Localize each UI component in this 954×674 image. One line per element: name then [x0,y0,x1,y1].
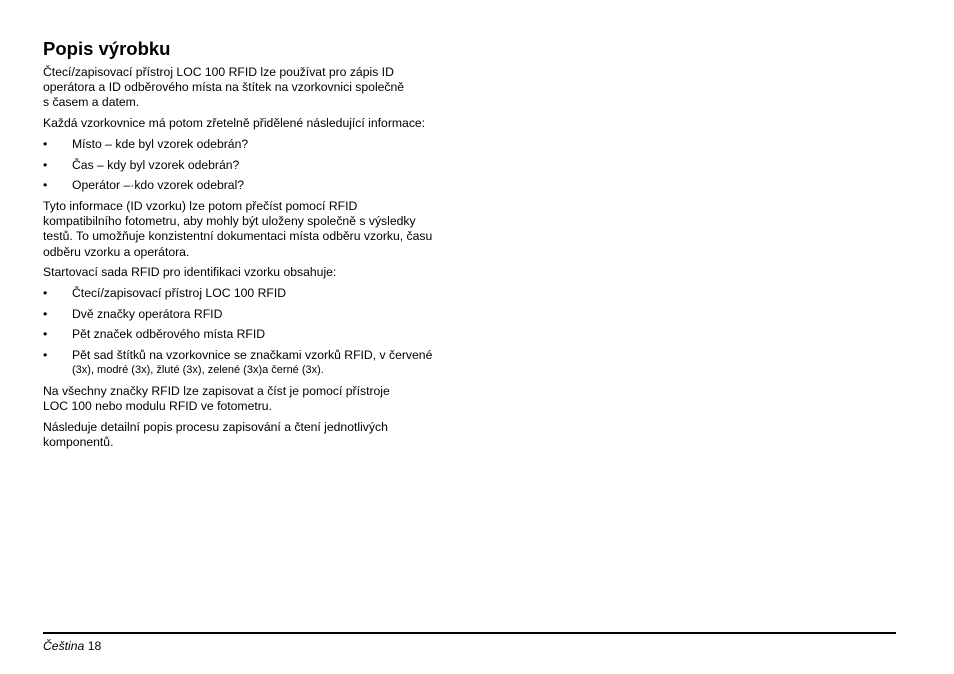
page-number: 18 [87,639,102,653]
detail-note-line: komponentů. [43,435,114,450]
bullet-icon: • [43,348,48,363]
list-item-text: Pět značek odběrového místa RFID [72,327,266,342]
page-footer [43,639,101,654]
usage-line: Tyto informace (ID vzorku) lze potom přečíst pomocí RFID [43,198,358,213]
write-note-line: Na všechny značky RFID lze zapisovat a číst je pomocí přístroje [43,383,390,398]
usage-line: testů. To umožňuje konzistentní dokumentaci místa odběru vzorku, času [43,229,433,244]
list-item [43,137,463,152]
list-item [43,348,463,378]
bullet-icon: • [43,178,48,193]
bullet-icon: • [43,136,48,151]
bullet-icon: • [43,306,48,321]
usage-paragraph [43,199,463,260]
list-item-text: Místo – kde byl vzorek odebrán? [72,136,249,151]
intro-line: Čtecí/zapisovací přístroj LOC 100 RFID lze používat pro zápis ID [43,65,394,79]
info-list [43,137,463,194]
list-item [43,178,463,193]
list-item-text: Čtecí/zapisovací přístroj LOC 100 RFID [72,285,287,300]
intro-line: operátora a ID odběrového místa na štítek na vzorkovnici společně [43,80,405,95]
info-lead-paragraph: Každá vzorkovnice má potom zřetelně přidělené následující informace: [43,116,426,131]
kit-lead-paragraph: Startovací sada RFID pro identifikaci vzorku obsahuje: [43,265,337,280]
usage-line: kompatibilního fotometru, aby mohly být uloženy společně s výsledky [43,214,416,229]
list-item-text: Čas – kdy byl vzorek odebrán? [72,157,240,172]
intro-line: s časem a datem. [43,95,140,110]
list-item [43,307,463,322]
list-item [43,286,463,301]
list-item-text: (3x), modré (3x), žluté (3x), zelené (3x)a černé (3x). [72,364,324,377]
list-item-text: Operátor –·kdo vzorek odebral? [72,178,245,193]
usage-line: odběru vzorku a operátora. [43,244,190,259]
page-title: Popis výrobku [43,38,171,59]
bullet-icon: • [43,285,48,300]
list-item [43,158,463,173]
list-item-text: Pět sad štítků na vzorkovnice se značkami vzorků RFID, v červené [72,348,433,363]
footer-divider [43,632,896,634]
list-item [43,327,463,342]
kit-list [43,286,463,379]
bullet-icon: • [43,157,48,172]
footer-language: Čeština [43,639,85,653]
write-note-line: LOC 100 nebo modulu RFID ve fotometru. [43,399,272,414]
detail-note-line: Následuje detailní popis procesu zapisování a čtení jednotlivých [43,419,388,434]
list-item-text: Dvě značky operátora RFID [72,306,223,321]
intro-paragraph [43,65,463,111]
bullet-icon: • [43,327,48,342]
write-note-paragraph [43,384,463,414]
detail-note-paragraph [43,420,463,450]
page-content [43,38,463,456]
